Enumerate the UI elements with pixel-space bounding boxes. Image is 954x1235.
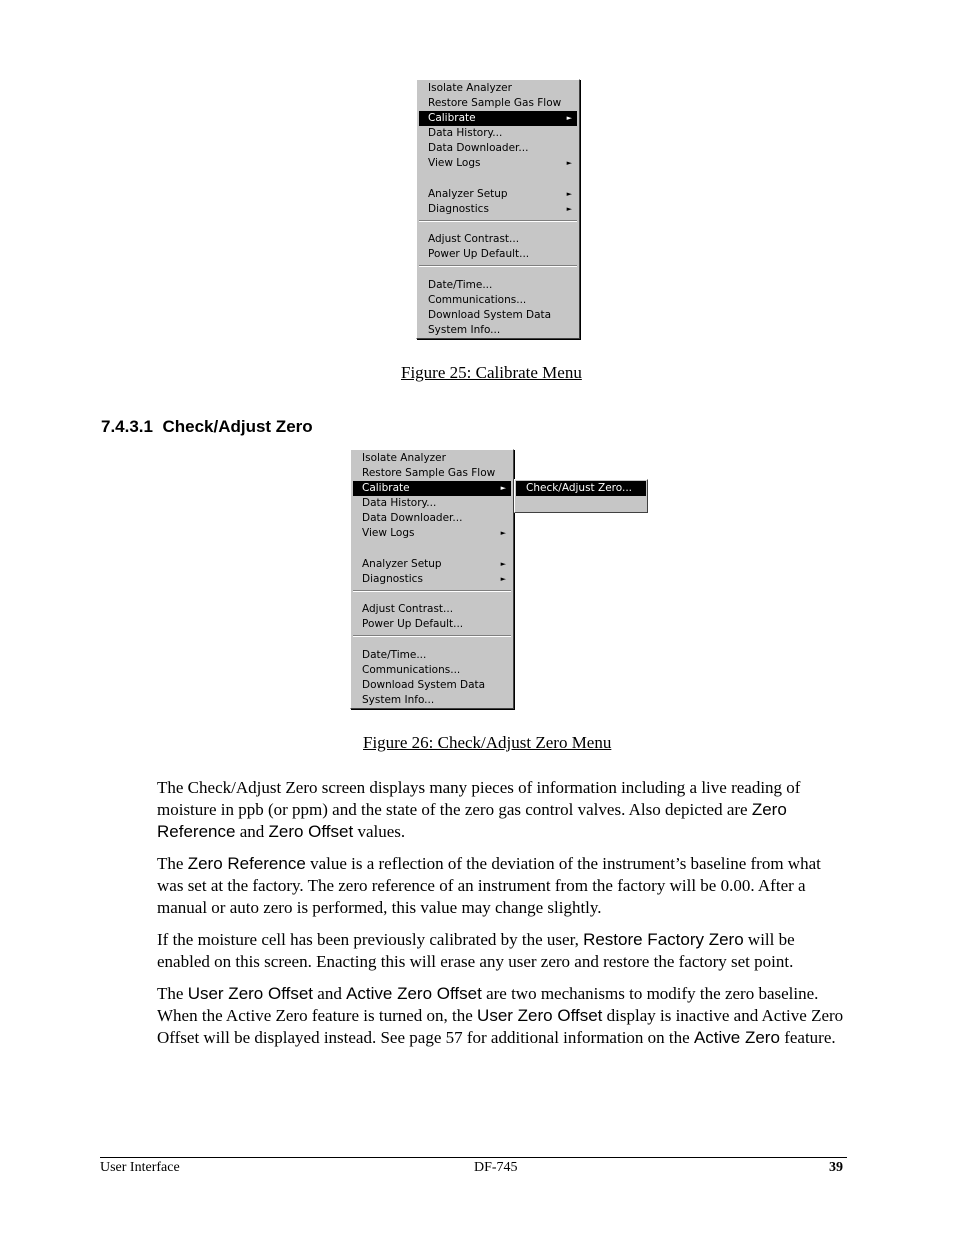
menu-item-data-history[interactable]: [419, 126, 577, 141]
menu-item-power-up-default[interactable]: [419, 247, 577, 262]
menu-item-adjust-contrast[interactable]: [419, 232, 577, 247]
menu-separator: [419, 265, 577, 267]
menu-item-date-time[interactable]: [353, 648, 511, 663]
term-user-zero-offset: User Zero Offset: [187, 984, 314, 1003]
figure-25-caption: Figure 25: Calibrate Menu: [401, 363, 582, 382]
submenu-arrow-icon: ►: [566, 190, 572, 198]
p4-text-b: and: [313, 984, 347, 1003]
submenu-arrow-icon: ►: [500, 575, 506, 583]
menu-item-label: Adjust Contrast...: [362, 603, 454, 615]
menu-item-label: Date/Time...: [428, 279, 493, 291]
menu-item-label: Diagnostics: [362, 573, 423, 585]
section-heading: [101, 417, 313, 437]
p3-text-a: If the moisture cell has been previously calibrated by the user,: [157, 930, 584, 949]
menu-item-calibrate[interactable]: [419, 111, 577, 126]
menu-item-download-system-data[interactable]: [353, 678, 511, 693]
term-restore-factory-zero: Restore Factory Zero: [583, 930, 744, 949]
menu-item-label: Calibrate: [362, 482, 410, 494]
submenu-arrow-icon: ►: [500, 529, 506, 537]
paragraph-1: [157, 777, 847, 843]
submenu-arrow-icon: ►: [500, 560, 506, 568]
p4-text-a: The: [157, 984, 188, 1003]
menu-item-label: Adjust Contrast...: [428, 233, 520, 245]
menu-item-system-info[interactable]: [353, 693, 511, 708]
term-active-zero: Active Zero: [693, 1028, 780, 1047]
menu-item-download-system-data[interactable]: [419, 308, 577, 323]
menu-item-date-time[interactable]: [419, 278, 577, 293]
menu-item-data-downloader[interactable]: [353, 511, 511, 526]
menu-item-label: Isolate Analyzer: [428, 82, 512, 94]
paragraph-3: [157, 929, 847, 973]
menu-item-data-history[interactable]: [353, 496, 511, 511]
menu-item-label: Power Up Default...: [362, 618, 464, 630]
p1-text-a: The Check/Adjust Zero screen displays many pieces of information including a live reading of moisture in ppb (or ppm) and the state of the zero gas control valves. Also depicted are: [157, 778, 801, 819]
menu-item-label: System Info...: [428, 324, 501, 336]
page-number: 39: [829, 1160, 843, 1175]
footer-left: User Interface: [100, 1160, 180, 1175]
p4-text-e: feature.: [779, 1028, 836, 1047]
section-number: 7.4.3.1: [101, 417, 153, 436]
menu-item-label: Diagnostics: [428, 203, 489, 215]
menu-separator: [419, 220, 577, 222]
menu-item-label: Restore Sample Gas Flow: [428, 97, 562, 109]
menu-item-isolate-analyzer[interactable]: [353, 451, 511, 466]
paragraph-4: [157, 983, 847, 1049]
menu-item-calibrate[interactable]: [353, 481, 511, 496]
p1-text-c: values.: [353, 822, 406, 841]
submenu-arrow-icon: ►: [566, 205, 572, 213]
menu-item-label: Analyzer Setup: [428, 188, 508, 200]
menu-item-view-logs[interactable]: [353, 526, 511, 541]
footer-center: DF-745: [474, 1160, 518, 1175]
calibrate-menu-figure26: [350, 449, 514, 709]
menu-item-check-adjust-zero[interactable]: Check/Adjust Zero...: [516, 481, 646, 496]
p4-text-c: are two mechanisms to modify the zero baseline. When the Active Zero feature is turned on, the: [157, 984, 819, 1025]
menu-item-power-up-default[interactable]: [353, 617, 511, 632]
menu-item-label: Isolate Analyzer: [362, 452, 446, 464]
paragraph-2: [157, 853, 847, 919]
menu-item-label: View Logs: [362, 527, 415, 539]
term-zero-reference: Zero Reference: [187, 854, 306, 873]
menu-item-communications[interactable]: [353, 663, 511, 678]
submenu-arrow-icon: ►: [500, 484, 506, 492]
p1-text-b: and: [235, 822, 269, 841]
menu-item-label: View Logs: [428, 157, 481, 169]
body-text: [157, 777, 847, 1059]
figure-26-caption: Figure 26: Check/Adjust Zero Menu: [363, 733, 612, 752]
submenu-arrow-icon: ►: [566, 159, 572, 167]
menu-item-label: Download System Data: [428, 309, 552, 321]
menu-item-label: Download System Data: [362, 679, 486, 691]
menu-item-analyzer-setup[interactable]: [353, 557, 511, 572]
p2-text-a: The: [157, 854, 188, 873]
menu-item-diagnostics[interactable]: [353, 572, 511, 587]
p2-text-b: value is a reflection of the deviation of the instrument’s baseline from what was set at the factory. The zero reference of an instrument from the factory will be 0.00. After a manual or auto zero is performed, this value may change slightly.: [157, 854, 821, 917]
menu-item-restore-sample-gas-flow[interactable]: [419, 96, 577, 111]
p3-text-b: will be enabled on this screen. Enacting this will erase any user zero and restore the factory set point.: [157, 930, 795, 971]
menu-item-label: Communications...: [428, 294, 527, 306]
menu-item-view-logs[interactable]: [419, 156, 577, 171]
submenu-arrow-icon: ►: [566, 114, 572, 122]
menu-item-label: Data Downloader...: [362, 512, 463, 524]
menu-separator: [353, 590, 511, 592]
menu-item-label: Calibrate: [428, 112, 476, 124]
section-title: Check/Adjust Zero: [162, 417, 313, 436]
menu-item-isolate-analyzer[interactable]: [419, 81, 577, 96]
menu-item-label: Communications...: [362, 664, 461, 676]
calibrate-menu-figure25: [416, 79, 580, 339]
menu-item-adjust-contrast[interactable]: [353, 602, 511, 617]
calibrate-submenu: [514, 479, 648, 513]
menu-item-system-info[interactable]: [419, 323, 577, 338]
menu-separator: [353, 635, 511, 637]
term-active-zero-offset: Active Zero Offset: [346, 984, 482, 1003]
menu-item-label: Date/Time...: [362, 649, 427, 661]
menu-item-analyzer-setup[interactable]: [419, 187, 577, 202]
term-user-zero-offset: User Zero Offset: [477, 1006, 603, 1025]
menu-item-label: Power Up Default...: [428, 248, 530, 260]
menu-item-communications[interactable]: [419, 293, 577, 308]
menu-item-diagnostics[interactable]: [419, 202, 577, 217]
menu-item-label: Data Downloader...: [428, 142, 529, 154]
menu-item-label: Data History...: [428, 127, 503, 139]
term-zero-reference: Zero Reference: [157, 800, 787, 841]
p4-text-d: display is inactive and Active Zero Offset will be displayed instead. See page 57 for additional information on the: [157, 1006, 844, 1047]
menu-item-label: Restore Sample Gas Flow: [362, 467, 496, 479]
menu-item-label: Analyzer Setup: [362, 558, 442, 570]
menu-item-label: Data History...: [362, 497, 437, 509]
menu-item-restore-sample-gas-flow[interactable]: [353, 466, 511, 481]
term-zero-offset: Zero Offset: [268, 822, 354, 841]
menu-item-data-downloader[interactable]: [419, 141, 577, 156]
menu-item-label: System Info...: [362, 694, 435, 706]
footer-rule: [100, 1157, 847, 1158]
